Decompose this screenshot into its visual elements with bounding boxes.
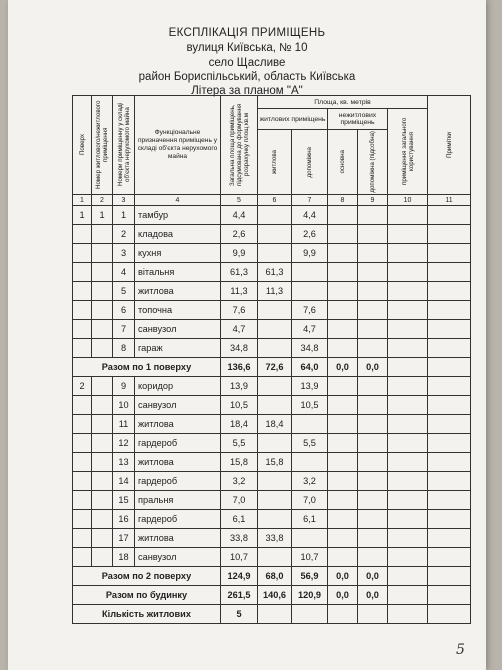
table-row — [73, 282, 471, 301]
empty-cell — [328, 472, 358, 491]
empty-cell — [388, 263, 428, 282]
empty-cell — [388, 529, 428, 548]
room-no-cell: 1 — [113, 206, 135, 225]
living-area-cell: 140,6 — [258, 586, 292, 605]
empty-cell — [388, 206, 428, 225]
room-name-cell: кухня — [135, 244, 221, 263]
residential-no-cell — [92, 263, 113, 282]
col-header-auxiliary-sub: допоміжна (підсобна) — [358, 130, 388, 195]
living-area-cell — [258, 396, 292, 415]
floor-cell — [73, 396, 92, 415]
empty-cell — [328, 263, 358, 282]
empty-cell — [388, 472, 428, 491]
living-area-cell: 18,4 — [258, 415, 292, 434]
room-no-cell: 15 — [113, 491, 135, 510]
auxiliary-area-cell: 6,1 — [292, 510, 328, 529]
room-name-cell: кладова — [135, 225, 221, 244]
col-header-notes: Примітки — [428, 96, 471, 195]
empty-cell — [388, 377, 428, 396]
total-area-cell: 5 — [221, 605, 258, 624]
room-no-cell: 17 — [113, 529, 135, 548]
empty-cell — [388, 282, 428, 301]
main-area-cell: 0,0 — [328, 567, 358, 586]
auxiliary-area-cell: 34,8 — [292, 339, 328, 358]
empty-cell — [328, 301, 358, 320]
col-number: 8 — [328, 195, 358, 206]
empty-cell — [388, 567, 428, 586]
empty-cell — [388, 548, 428, 567]
auxiliary-sub-area-cell: 0,0 — [358, 358, 388, 377]
residential-no-cell — [92, 320, 113, 339]
empty-cell — [428, 244, 471, 263]
residential-no-cell — [92, 244, 113, 263]
floor-cell: 2 — [73, 377, 92, 396]
empty-cell — [388, 586, 428, 605]
residential-no-cell — [92, 396, 113, 415]
empty-cell — [428, 282, 471, 301]
floor-cell — [73, 548, 92, 567]
total-area-cell: 7,6 — [221, 301, 258, 320]
table-row — [73, 320, 471, 339]
living-area-cell — [258, 548, 292, 567]
table-row — [73, 396, 471, 415]
col-number: 9 — [358, 195, 388, 206]
residential-no-cell — [92, 548, 113, 567]
table-row — [73, 453, 471, 472]
table-row — [73, 510, 471, 529]
total-label-cell: Разом по будинку — [73, 586, 221, 605]
total-area-cell: 33,8 — [221, 529, 258, 548]
residential-no-cell — [92, 282, 113, 301]
empty-cell — [388, 415, 428, 434]
empty-cell — [358, 244, 388, 263]
floor-cell — [73, 263, 92, 282]
auxiliary-area-cell: 9,9 — [292, 244, 328, 263]
living-area-cell — [258, 510, 292, 529]
auxiliary-area-cell — [292, 263, 328, 282]
empty-cell — [328, 529, 358, 548]
total-area-cell: 4,4 — [221, 206, 258, 225]
empty-cell — [328, 377, 358, 396]
floor-cell — [73, 244, 92, 263]
floor-cell — [73, 282, 92, 301]
empty-cell — [328, 320, 358, 339]
living-area-cell — [258, 244, 292, 263]
empty-cell — [358, 396, 388, 415]
empty-cell — [358, 301, 388, 320]
room-name-cell: вітальня — [135, 263, 221, 282]
total-row — [73, 358, 471, 377]
room-no-cell: 7 — [113, 320, 135, 339]
empty-cell — [358, 377, 388, 396]
empty-cell — [428, 377, 471, 396]
empty-cell — [328, 415, 358, 434]
room-no-cell: 11 — [113, 415, 135, 434]
empty-cell — [388, 301, 428, 320]
auxiliary-area-cell: 7,0 — [292, 491, 328, 510]
room-name-cell: гардероб — [135, 472, 221, 491]
empty-cell — [428, 396, 471, 415]
main-area-cell: 0,0 — [328, 586, 358, 605]
auxiliary-area-cell: 13,9 — [292, 377, 328, 396]
residential-no-cell — [92, 510, 113, 529]
empty-cell — [388, 434, 428, 453]
col-number: 7 — [292, 195, 328, 206]
empty-cell — [388, 491, 428, 510]
empty-cell — [388, 320, 428, 339]
table-row — [73, 244, 471, 263]
col-header-auxiliary: допоміжна — [292, 130, 328, 195]
room-no-cell: 18 — [113, 548, 135, 567]
table-row — [73, 339, 471, 358]
col-header-total-area: Загальна площа приміщень, підсумована до формування розрахунку площ кв.м — [221, 96, 258, 195]
total-row — [73, 586, 471, 605]
living-area-cell — [258, 434, 292, 453]
room-no-cell: 8 — [113, 339, 135, 358]
residential-no-cell — [92, 434, 113, 453]
room-name-cell: санвузол — [135, 320, 221, 339]
total-area-cell: 10,5 — [221, 396, 258, 415]
empty-cell — [358, 282, 388, 301]
empty-cell — [328, 453, 358, 472]
auxiliary-area-cell: 64,0 — [292, 358, 328, 377]
room-no-cell: 4 — [113, 263, 135, 282]
empty-cell — [328, 339, 358, 358]
total-area-cell: 7,0 — [221, 491, 258, 510]
empty-cell — [428, 605, 471, 624]
auxiliary-area-cell: 4,4 — [292, 206, 328, 225]
table-row — [73, 225, 471, 244]
room-no-cell: 10 — [113, 396, 135, 415]
room-no-cell: 2 — [113, 225, 135, 244]
empty-cell — [428, 206, 471, 225]
column-number-row — [73, 195, 471, 206]
document-sheet — [8, 0, 486, 670]
table-row — [73, 472, 471, 491]
auxiliary-area-cell: 5,5 — [292, 434, 328, 453]
total-area-cell: 4,7 — [221, 320, 258, 339]
empty-cell — [388, 605, 428, 624]
empty-cell — [428, 567, 471, 586]
col-number: 1 — [73, 195, 92, 206]
explication-table — [72, 95, 471, 624]
empty-cell — [428, 358, 471, 377]
room-no-cell: 3 — [113, 244, 135, 263]
room-name-cell: коридор — [135, 377, 221, 396]
col-header-room-no: Номери приміщенну у складі об'єкта нерухомого майна — [113, 96, 135, 195]
room-name-cell: санвузол — [135, 548, 221, 567]
residential-no-cell — [92, 339, 113, 358]
col-header-floor: Поверх — [73, 96, 92, 195]
room-name-cell: гардероб — [135, 434, 221, 453]
living-area-cell: 33,8 — [258, 529, 292, 548]
floor-cell — [73, 472, 92, 491]
total-area-cell: 124,9 — [221, 567, 258, 586]
room-no-cell: 13 — [113, 453, 135, 472]
total-area-cell: 11,3 — [221, 282, 258, 301]
room-no-cell: 16 — [113, 510, 135, 529]
residential-no-cell — [92, 225, 113, 244]
empty-cell — [428, 548, 471, 567]
empty-cell — [428, 263, 471, 282]
residential-no-cell — [92, 377, 113, 396]
auxiliary-area-cell: 10,5 — [292, 396, 328, 415]
col-header-common-use: приміщення загального користування — [388, 109, 428, 195]
col-number: 3 — [113, 195, 135, 206]
room-name-cell: гараж — [135, 339, 221, 358]
living-area-cell — [258, 339, 292, 358]
col-header-area-group: Площа, кв. метрів — [258, 96, 428, 109]
empty-cell — [358, 206, 388, 225]
main-area-cell: 0,0 — [328, 358, 358, 377]
empty-cell — [388, 339, 428, 358]
empty-cell — [428, 415, 471, 434]
empty-cell — [388, 244, 428, 263]
floor-cell — [73, 415, 92, 434]
empty-cell — [428, 586, 471, 605]
table-row — [73, 301, 471, 320]
village-line: село Щасливе — [208, 57, 286, 69]
room-no-cell: 5 — [113, 282, 135, 301]
auxiliary-sub-area-cell: 0,0 — [358, 586, 388, 605]
residential-no-cell — [92, 453, 113, 472]
empty-cell — [292, 605, 328, 624]
floor-cell: 1 — [73, 206, 92, 225]
residential-no-cell — [92, 301, 113, 320]
col-number: 11 — [428, 195, 471, 206]
room-name-cell: топочна — [135, 301, 221, 320]
empty-cell — [358, 339, 388, 358]
total-area-cell: 13,9 — [221, 377, 258, 396]
empty-cell — [258, 605, 292, 624]
living-area-cell — [258, 320, 292, 339]
col-number: 6 — [258, 195, 292, 206]
empty-cell — [358, 529, 388, 548]
empty-cell — [358, 225, 388, 244]
total-area-cell: 2,6 — [221, 225, 258, 244]
floor-cell — [73, 301, 92, 320]
auxiliary-area-cell: 10,7 — [292, 548, 328, 567]
empty-cell — [358, 472, 388, 491]
living-area-cell — [258, 225, 292, 244]
empty-cell — [428, 434, 471, 453]
empty-cell — [428, 320, 471, 339]
empty-cell — [358, 415, 388, 434]
page-number: 5 — [456, 642, 465, 658]
empty-cell — [358, 320, 388, 339]
total-area-cell: 261,5 — [221, 586, 258, 605]
col-header-nonresidential: нежитлових приміщень — [328, 109, 388, 130]
empty-cell — [358, 491, 388, 510]
auxiliary-area-cell: 3,2 — [292, 472, 328, 491]
empty-cell — [328, 548, 358, 567]
floor-cell — [73, 434, 92, 453]
floor-cell — [73, 510, 92, 529]
living-area-cell — [258, 377, 292, 396]
total-label-cell: Кількість житлових — [73, 605, 221, 624]
col-number: 4 — [135, 195, 221, 206]
living-area-cell — [258, 472, 292, 491]
total-label-cell: Разом по 1 поверху — [73, 358, 221, 377]
floor-cell — [73, 529, 92, 548]
auxiliary-sub-area-cell: 0,0 — [358, 567, 388, 586]
total-area-cell: 18,4 — [221, 415, 258, 434]
empty-cell — [428, 491, 471, 510]
floor-cell — [73, 339, 92, 358]
empty-cell — [358, 510, 388, 529]
empty-cell — [328, 396, 358, 415]
table-row — [73, 206, 471, 225]
auxiliary-area-cell: 2,6 — [292, 225, 328, 244]
room-name-cell: тамбур — [135, 206, 221, 225]
total-area-cell: 9,9 — [221, 244, 258, 263]
table-row — [73, 491, 471, 510]
total-area-cell: 136,6 — [221, 358, 258, 377]
total-area-cell: 5,5 — [221, 434, 258, 453]
col-header-residential-no: Номер житлового/нежитлового приміщення — [92, 96, 113, 195]
floor-cell — [73, 491, 92, 510]
total-row — [73, 605, 471, 624]
table-row — [73, 529, 471, 548]
living-area-cell: 15,8 — [258, 453, 292, 472]
table-row — [73, 415, 471, 434]
room-no-cell: 12 — [113, 434, 135, 453]
col-number: 5 — [221, 195, 258, 206]
empty-cell — [388, 510, 428, 529]
col-header-residential: житлових приміщень — [258, 109, 328, 130]
floor-cell — [73, 320, 92, 339]
auxiliary-area-cell: 4,7 — [292, 320, 328, 339]
room-name-cell: житлова — [135, 453, 221, 472]
living-area-cell: 68,0 — [258, 567, 292, 586]
col-header-living: житлова — [258, 130, 292, 195]
total-area-cell: 6,1 — [221, 510, 258, 529]
street-line: вулиця Київська, № 10 — [186, 42, 308, 54]
district-line: район Бориспільський, область Київська — [138, 71, 356, 83]
auxiliary-area-cell — [292, 415, 328, 434]
empty-cell — [428, 510, 471, 529]
empty-cell — [358, 605, 388, 624]
total-area-cell: 34,8 — [221, 339, 258, 358]
auxiliary-area-cell — [292, 282, 328, 301]
room-name-cell: пральня — [135, 491, 221, 510]
col-number: 2 — [92, 195, 113, 206]
room-name-cell: житлова — [135, 415, 221, 434]
empty-cell — [428, 339, 471, 358]
empty-cell — [428, 301, 471, 320]
empty-cell — [388, 358, 428, 377]
room-no-cell: 6 — [113, 301, 135, 320]
empty-cell — [358, 548, 388, 567]
empty-cell — [428, 472, 471, 491]
total-area-cell: 61,3 — [221, 263, 258, 282]
col-header-function: Функціональне призначення приміщень у складі об'єкта нерухомого майна — [135, 96, 221, 195]
header-row-1 — [73, 96, 471, 109]
col-number: 10 — [388, 195, 428, 206]
col-header-main: основна — [328, 130, 358, 195]
empty-cell — [358, 434, 388, 453]
room-no-cell: 9 — [113, 377, 135, 396]
empty-cell — [328, 605, 358, 624]
auxiliary-area-cell: 7,6 — [292, 301, 328, 320]
residential-no-cell — [92, 415, 113, 434]
room-name-cell: житлова — [135, 282, 221, 301]
living-area-cell: 11,3 — [258, 282, 292, 301]
auxiliary-area-cell — [292, 529, 328, 548]
floor-cell — [73, 225, 92, 244]
empty-cell — [428, 453, 471, 472]
living-area-cell — [258, 206, 292, 225]
empty-cell — [328, 244, 358, 263]
empty-cell — [328, 206, 358, 225]
empty-cell — [328, 510, 358, 529]
table-row — [73, 263, 471, 282]
residential-no-cell: 1 — [92, 206, 113, 225]
room-name-cell: санвузол — [135, 396, 221, 415]
empty-cell — [388, 225, 428, 244]
letter-line: Літера за планом "А" — [191, 85, 303, 97]
living-area-cell — [258, 491, 292, 510]
empty-cell — [428, 225, 471, 244]
total-label-cell: Разом по 2 поверху — [73, 567, 221, 586]
total-area-cell: 3,2 — [221, 472, 258, 491]
room-name-cell: гардероб — [135, 510, 221, 529]
empty-cell — [328, 434, 358, 453]
empty-cell — [388, 453, 428, 472]
total-area-cell: 15,8 — [221, 453, 258, 472]
table-row — [73, 377, 471, 396]
empty-cell — [328, 282, 358, 301]
auxiliary-area-cell: 56,9 — [292, 567, 328, 586]
auxiliary-area-cell: 120,9 — [292, 586, 328, 605]
empty-cell — [428, 529, 471, 548]
auxiliary-area-cell — [292, 453, 328, 472]
living-area-cell — [258, 301, 292, 320]
empty-cell — [328, 491, 358, 510]
table-row — [73, 548, 471, 567]
residential-no-cell — [92, 529, 113, 548]
room-name-cell: житлова — [135, 529, 221, 548]
living-area-cell: 72,6 — [258, 358, 292, 377]
empty-cell — [358, 453, 388, 472]
document-title: ЕКСПЛІКАЦІЯ ПРИМІЩЕНЬ — [168, 27, 326, 39]
residential-no-cell — [92, 491, 113, 510]
empty-cell — [328, 225, 358, 244]
floor-cell — [73, 453, 92, 472]
room-no-cell: 14 — [113, 472, 135, 491]
total-area-cell: 10,7 — [221, 548, 258, 567]
residential-no-cell — [92, 472, 113, 491]
empty-cell — [388, 396, 428, 415]
total-row — [73, 567, 471, 586]
living-area-cell: 61,3 — [258, 263, 292, 282]
table-row — [73, 434, 471, 453]
empty-cell — [358, 263, 388, 282]
